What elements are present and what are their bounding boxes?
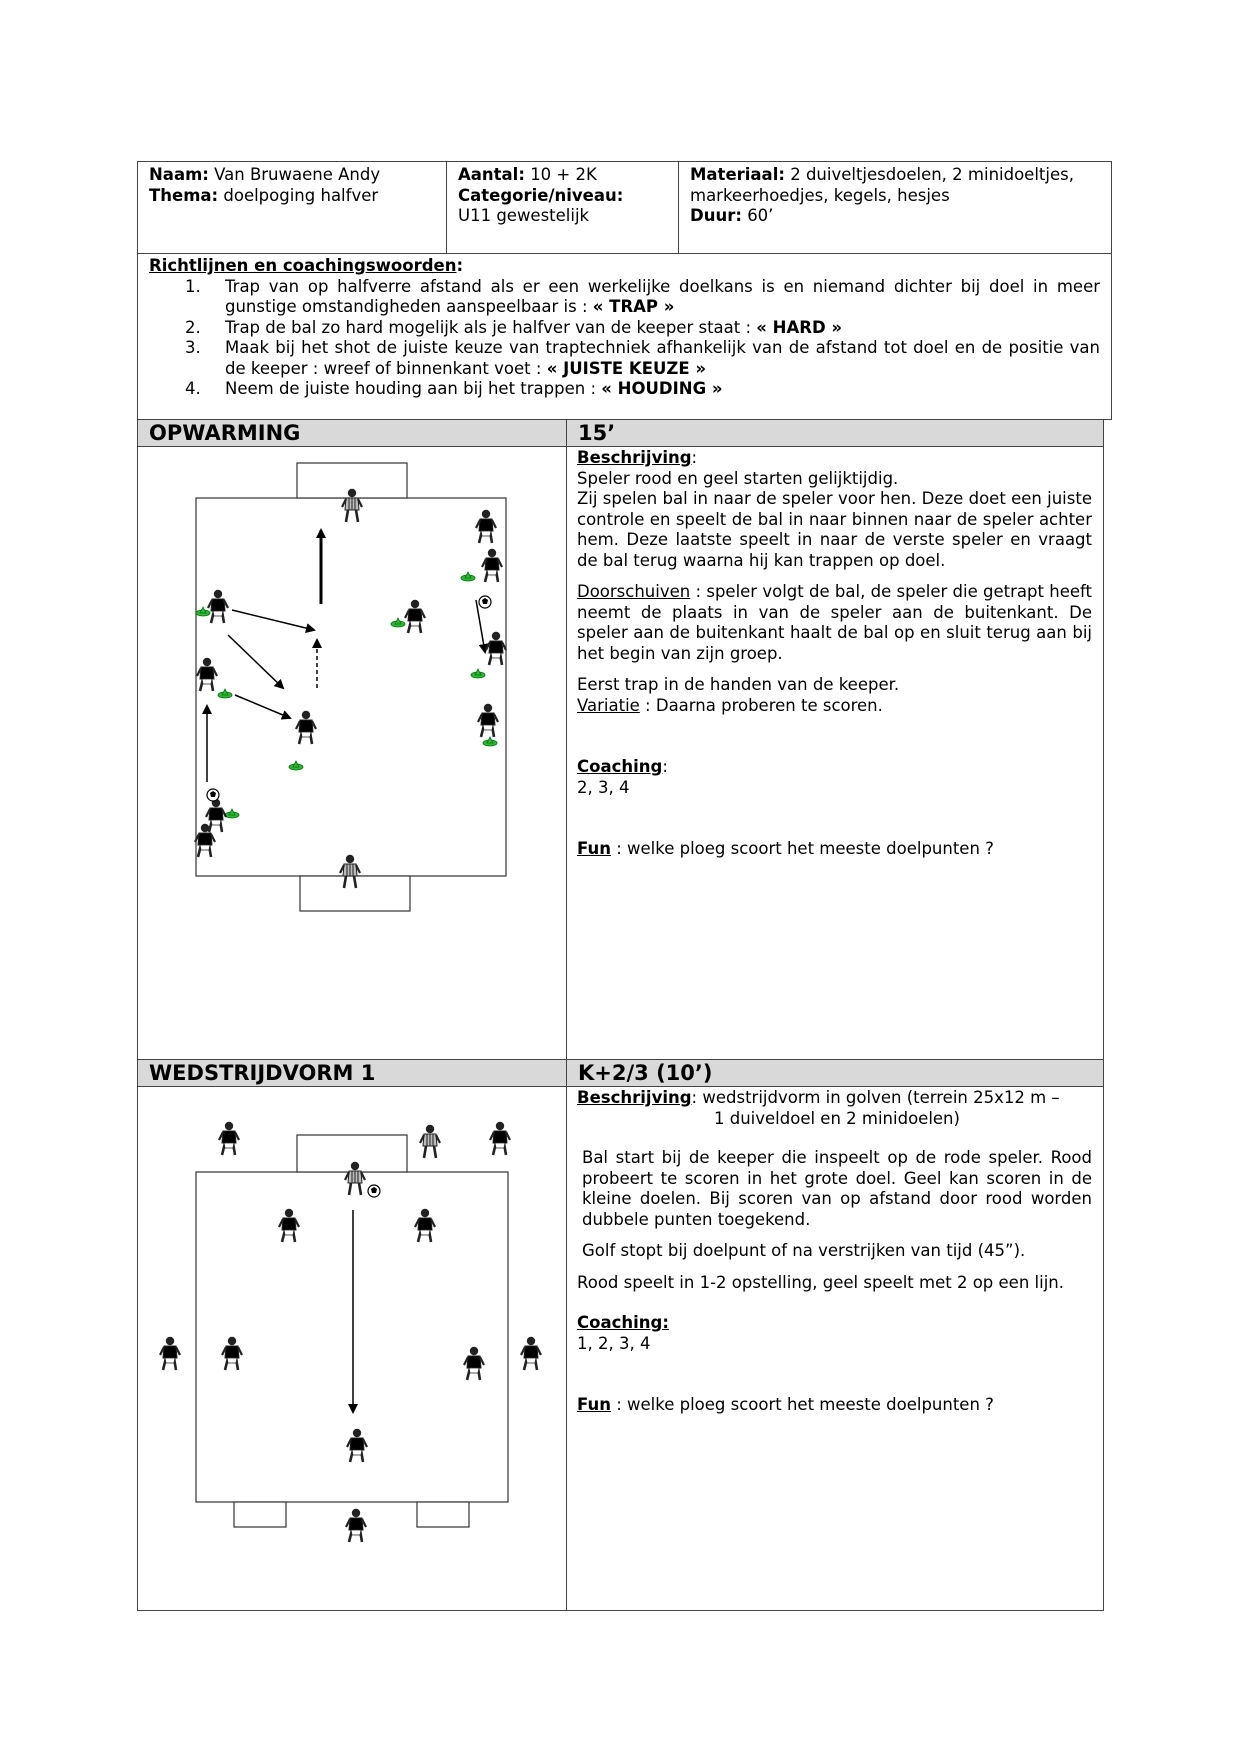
aantal-label: Aantal: bbox=[458, 165, 525, 184]
variatie-text: : Daarna proberen te scoren. bbox=[639, 695, 883, 715]
item-text: Trap van op halfverre afstand als er een werkelijke doelkans is en niemand dichter bij doel in meer gunstige omstandigheden aanspeelbaar is : bbox=[225, 276, 1100, 316]
variatie-label: Variatie bbox=[577, 695, 640, 715]
materiaal-value: 2 duiveltjesdoelen, 2 minidoeltjes, markeerhoedjes, kegels, hesjes bbox=[690, 165, 1074, 205]
item-keyword: « TRAP » bbox=[592, 297, 675, 316]
thema-value: doelpoging halfver bbox=[223, 185, 379, 205]
thema-label: Thema: bbox=[149, 185, 219, 205]
categorie-value: U11 gewestelijk bbox=[458, 206, 590, 225]
wedstrijdvorm-para1: Bal start bij de keeper die inspeelt op de rode speler. Rood probeert te scoren in het grote doel. Geel kan scoren in de kleine doelen. Bij scoren van op afstand door rood worden dubbele punten toegekend. bbox=[582, 1148, 1092, 1229]
item-text: Maak bij het shot de juiste keuze van traptechniek afhankelijk van de afstand tot doel en de positie van de keeper : wreef of binnenkant voet : bbox=[225, 338, 1100, 378]
beschrijving-colon: : bbox=[691, 448, 698, 467]
wedstrijdvorm-para3: Rood speelt in 1-2 opstelling, geel speelt met 2 op een lijn. bbox=[577, 1272, 1064, 1292]
coaching-value: 2, 3, 4 bbox=[577, 777, 630, 797]
opwarming-duration: 15’ bbox=[566, 419, 1104, 447]
opwarming-para2: Zij spelen bal in naar de speler voor hen. Deze doet een juiste controle en speelt de bal in naar binnen naar de speler achter hem. Deze laatste speelt in naar de verste speler en vraagt de bal terug waarna hij kan trappen op doel. bbox=[577, 489, 1092, 570]
fun-text: : welke ploeg scoort het meeste doelpunten ? bbox=[610, 1395, 994, 1414]
item-number: 4. bbox=[185, 379, 201, 398]
item-text: Trap de bal zo hard mogelijk als je halfver van de keeper staat : bbox=[225, 317, 757, 337]
doorschuiven-label: Doorschuiven bbox=[577, 582, 691, 601]
beschrijving-label: Beschrijving bbox=[577, 1088, 692, 1107]
fun-text: : welke ploeg scoort het meeste doelpunten ? bbox=[610, 839, 994, 858]
categorie-label: Categorie/niveau: bbox=[458, 185, 624, 205]
wedstrijdvorm-duration: K+2/3 (10’) bbox=[566, 1059, 1104, 1087]
item-keyword: « HARD » bbox=[756, 317, 843, 337]
duur-label: Duur: bbox=[690, 206, 742, 225]
naam-value: Van Bruwaene Andy bbox=[214, 165, 381, 184]
richtlijnen-title: Richtlijnen en coachingswoorden bbox=[149, 256, 457, 275]
beschrijving-text2: 1 duiveldoel en 2 minidoelen) bbox=[714, 1108, 960, 1128]
materiaal-label: Materiaal: bbox=[690, 165, 785, 184]
naam-label: Naam: bbox=[149, 165, 209, 184]
coaching-value: 1, 2, 3, 4 bbox=[577, 1333, 651, 1353]
opwarming-para1: Speler rood en geel starten gelijktijdig. bbox=[577, 468, 899, 488]
beschrijving-label: Beschrijving bbox=[577, 448, 692, 467]
aantal-value: 10 + 2K bbox=[530, 165, 597, 184]
wedstrijdvorm-para2: Golf stopt bij doelpunt of na verstrijken van tijd (45”). bbox=[582, 1241, 1026, 1260]
coaching-label: Coaching bbox=[577, 757, 663, 776]
opwarming-para3: Eerst trap in de handen van de keeper. bbox=[577, 675, 900, 694]
beschrijving-text: : wedstrijdvorm in golven (terrein 25x12 m – bbox=[691, 1088, 1060, 1107]
wedstrijdvorm-title: WEDSTRIJDVORM 1 bbox=[137, 1059, 567, 1087]
item-number: 2. bbox=[185, 317, 201, 337]
fun-label: Fun bbox=[577, 1395, 611, 1414]
duur-value: 60’ bbox=[747, 206, 774, 225]
item-keyword: « HOUDING » bbox=[601, 379, 723, 398]
item-number: 1. bbox=[185, 276, 201, 296]
opwarming-title: OPWARMING bbox=[137, 419, 567, 447]
coaching-label: Coaching: bbox=[577, 1313, 669, 1332]
item-text: Neem de juiste houding aan bij het trappen : bbox=[225, 379, 602, 398]
item-number: 3. bbox=[185, 338, 201, 357]
richtlijnen-colon: : bbox=[456, 256, 464, 275]
fun-label: Fun bbox=[577, 839, 611, 858]
item-keyword: « JUISTE KEUZE » bbox=[546, 358, 707, 378]
coaching-colon: : bbox=[662, 757, 668, 776]
doorschuiven-text: : speler volgt de bal, de speler die getrapt heeft neemt de plaats in van de speler aan de buitenkant. De speler aan de buitenkant haalt de bal op en sluit terug aan bij het begin van zijn groep. bbox=[577, 582, 1092, 663]
